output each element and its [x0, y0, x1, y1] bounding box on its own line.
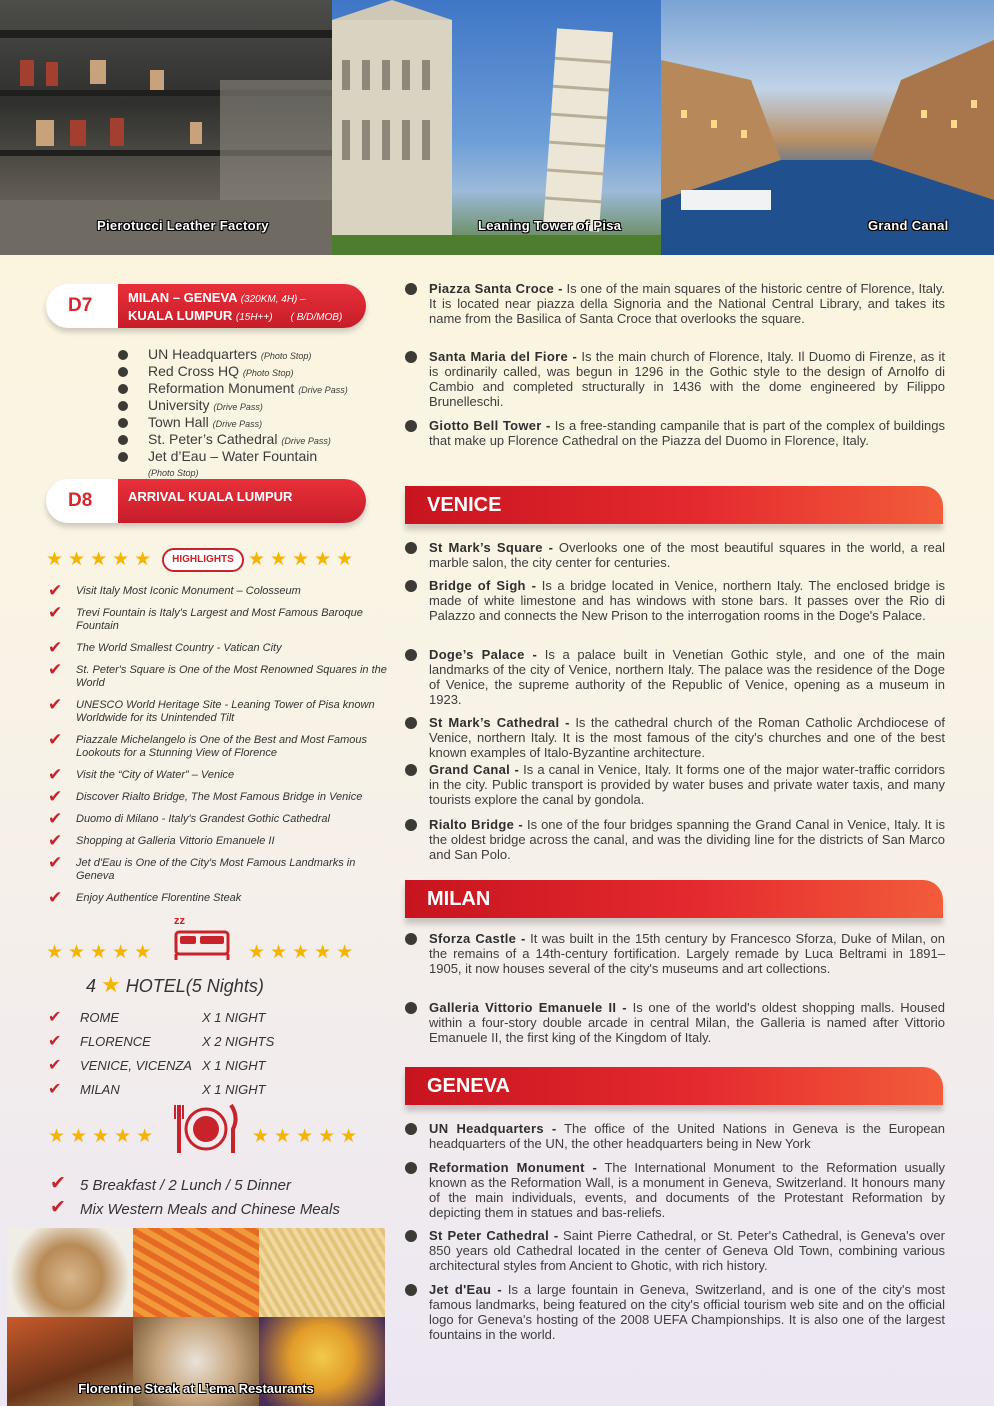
attraction-name: Rialto Bridge -: [429, 817, 524, 832]
attraction-entry: [405, 1000, 945, 1045]
attraction-name: Grand Canal -: [429, 762, 520, 777]
meal-stars-right: ★★★★★: [252, 1126, 363, 1147]
day-number: D7: [68, 295, 93, 316]
list-item: ✔ Duomo di Milano - Italy's Grandest Gothic Cathedral: [48, 813, 388, 826]
attraction-entry: [405, 931, 945, 976]
list-item: ✔ Discover Rialto Bridge, The Most Famous Bridge in Venice: [48, 791, 388, 804]
hotel-city: VENICE, VICENZA: [80, 1057, 192, 1073]
distance-note: (320KM, 4H) –: [240, 294, 306, 305]
list-item: ✔ The World Smallest Country - Vatican City: [48, 642, 388, 655]
attraction-name: Reformation Monument -: [429, 1160, 598, 1175]
stop-note: (Photo Stop): [148, 468, 199, 478]
bullet-icon: [405, 649, 417, 661]
list-item: ✔ St. Peter's Square is One of the Most Renowned Squares in the World: [48, 664, 388, 690]
attraction-desc: Is a large fountain in Geneva, Switzerland, and is one of the city's most famous landmarks, being featured on the city's official tourism web site and on the official logo for Geneva's hosting of the 2008 UEFA Championships. It is also one of the largest fountains in the world.: [429, 1282, 945, 1342]
check-icon: ✔: [48, 1081, 62, 1098]
attraction-entry: [405, 762, 945, 807]
stop-name: Red Cross HQ: [148, 363, 240, 379]
day-8-header: [46, 479, 366, 523]
table-row: [48, 1053, 274, 1077]
attraction-name: Piazza Santa Croce -: [429, 281, 563, 296]
meals-list: [50, 1174, 340, 1222]
bullet-icon: [405, 580, 417, 592]
duration-note: (15H++): [235, 312, 273, 323]
food-photo: [7, 1228, 133, 1317]
photo-caption: Grand Canal: [868, 218, 949, 233]
table-row: [48, 1029, 274, 1053]
highlights-badge: HIGHLIGHTS: [162, 548, 244, 572]
attraction-name: Galleria Vittorio Emanuele II -: [429, 1000, 627, 1015]
bullet-icon: [405, 351, 417, 363]
attraction-name: Bridge of Sigh -: [429, 578, 537, 593]
meal-code: ( B/D/MOB): [290, 312, 343, 323]
day-title: ARRIVAL KUALA LUMPUR: [118, 479, 366, 523]
hotel-nights: X 2 NIGHTS: [202, 1033, 275, 1049]
check-icon: ✔: [48, 1057, 62, 1074]
hotel-label: HOTEL(5 Nights): [125, 976, 264, 996]
attraction-desc: Is a bridge located in Venice, northern Italy. The enclosed bridge is made of white limestone and has windows with stone bars. It passes over the Rio di Palazzo and connects the New Prison to the interrogation rooms in the Doge's Palace.: [429, 578, 946, 623]
attraction-desc: Overlooks one of the most beautiful squares in the world, a real marble salon, the city center for centuries.: [429, 540, 945, 570]
list-item: [118, 415, 348, 432]
bullet-icon: [405, 764, 417, 776]
list-item: ✔ Visit the “City of Water” – Venice: [48, 769, 388, 782]
hotel-stars-left: ★★★★★: [46, 942, 157, 963]
meal-stars-left: ★★★★★: [48, 1126, 159, 1147]
bed-icon: [172, 912, 232, 962]
attraction-name: UN Headquarters -: [429, 1121, 557, 1136]
photo-caption: Pierotucci Leather Factory: [97, 218, 269, 233]
attraction-entry: [405, 715, 945, 760]
table-row: [48, 1077, 274, 1101]
highlights-list: [48, 585, 388, 905]
attraction-name: Giotto Bell Tower -: [429, 418, 551, 433]
attraction-desc: Is the cathedral church of the Roman Catholic Archdiocese of Venice, northern Italy. It is the most famous of the city's churches and one of the best known examples of Italo-Byzantine architecture.: [429, 715, 945, 760]
stop-name: Jet d’Eau – Water Fountain: [148, 448, 318, 464]
hotel-nights: X 1 NIGHT: [202, 1009, 266, 1025]
day-7-header: [46, 284, 366, 328]
bullet-icon: [405, 542, 417, 554]
stop-note: (Drive Pass): [213, 402, 263, 412]
hotel-stars-right: ★★★★★: [248, 942, 359, 963]
list-item: ✔ Enjoy Authentice Florentine Steak: [48, 892, 388, 905]
pisa-tower-photo: [332, 0, 661, 255]
attraction-desc: Is one of the four bridges spanning the Grand Canal in Venice, Italy. It is the oldest bridge across the canal, and was the dividing line for the districts of San Marco and San Polo.: [429, 817, 946, 862]
photo-caption: Leaning Tower of Pisa: [478, 218, 622, 233]
hotel-nights: X 1 NIGHT: [202, 1057, 266, 1073]
attraction-name: Santa Maria del Fiore -: [429, 349, 578, 364]
stop-name: University: [148, 397, 210, 413]
list-item: ✔ Shopping at Galleria Vittorio Emanuele II: [48, 835, 388, 848]
svg-text:zz: zz: [174, 915, 185, 927]
attraction-entry: [405, 1121, 945, 1151]
attraction-desc: Saint Pierre Cathedral, or St. Peter's Cathedral, is Geneva's over 850 years old Cathedral located in the center of Geneva Old Town, combining various architectural styles from Ancient to Ghotic, with rich history.: [429, 1228, 945, 1273]
photo-strip: [0, 0, 994, 255]
stop-note: (Drive Pass): [298, 385, 348, 395]
star-icon: ★: [101, 972, 121, 997]
stop-note: (Photo Stop): [242, 368, 294, 378]
geneva-banner: [405, 1067, 943, 1105]
attraction-name: St Peter Cathedral -: [429, 1228, 559, 1243]
food-photo-collage: [7, 1228, 385, 1406]
attraction-name: Jet d'Eau -: [429, 1282, 503, 1297]
list-item: ✔ Jet d'Eau is One of the City's Most Famous Landmarks in Geneva: [48, 857, 388, 883]
hotel-nights: X 1 NIGHT: [202, 1081, 266, 1097]
attraction-entry: [405, 578, 945, 623]
bullet-icon: [405, 1162, 417, 1174]
list-item: [118, 432, 348, 449]
stop-name: St. Peter’s Cathedral: [148, 431, 278, 447]
bullet-icon: [405, 283, 417, 295]
day-title-line2: KUALA LUMPUR: [128, 308, 233, 323]
list-item: [118, 449, 348, 481]
list-item: ✔ Piazzale Michelangelo is One of the Best and Most Famous Lookouts for a Stunning View of Florence: [48, 734, 388, 760]
stop-name: UN Headquarters: [148, 346, 257, 362]
day-number: D8: [68, 490, 93, 511]
dining-icon: [173, 1103, 239, 1155]
list-item: ✔ UNESCO World Heritage Site - Leaning Tower of Pisa known Worldwide for its Unintended Tilt: [48, 699, 388, 725]
attraction-desc: Is one of the main squares of the historic centre of Florence, Italy. It is located near piazza della Signoria and the National Central Library, and takes its name from the Basilica of Santa Croce that overlooks the square.: [429, 281, 945, 326]
stop-name: Reformation Monument: [148, 380, 295, 396]
section-title: GENEVA: [427, 1075, 510, 1097]
food-photo: [133, 1228, 259, 1317]
hotel-city: FLORENCE: [80, 1033, 151, 1049]
rating-stars-left: ★★★★★: [46, 549, 157, 570]
food-caption: Florentine Steak at L’ema Restaurants: [78, 1381, 314, 1396]
hotel-city: ROME: [80, 1009, 119, 1025]
section-title: MILAN: [427, 888, 491, 910]
attraction-entry: [405, 540, 945, 570]
attraction-entry: [405, 817, 945, 862]
hotel-table: [48, 1005, 274, 1101]
attraction-name: St Mark’s Square -: [429, 540, 554, 555]
day-title-line1: MILAN – GENEVA: [128, 290, 238, 305]
bullet-icon: [405, 1123, 417, 1135]
list-item: [118, 347, 348, 364]
leather-factory-photo: [0, 0, 332, 255]
table-row: [48, 1005, 274, 1029]
list-item: ✔ 5 Breakfast / 2 Lunch / 5 Dinner: [50, 1174, 340, 1198]
attraction-entry: [405, 349, 945, 409]
attraction-entry: [405, 1160, 945, 1220]
grand-canal-photo: [661, 0, 994, 255]
attraction-desc: Is the main church of Florence, Italy. Il Duomo di Firenze, as it is ordinarily called, was begun in 1296 in the Gothic style to the design of Arnolfo di Cambio and completed structurally in 1436 with the dome engineered by Filippo Brunelleschi.: [429, 349, 945, 409]
day-7-stops: [118, 347, 348, 481]
stop-note: (Drive Pass): [281, 436, 331, 446]
bullet-icon: [405, 420, 417, 432]
attraction-desc: Is a palace built in Venetian Gothic style, and one of the main landmarks of the city of Venice, northern Italy. The palace was the residence of the Doge of Venice, the supreme authority of the Republic of Venice, opening as a museum in 1923.: [429, 647, 945, 707]
list-item: ✔ Visit Italy Most Iconic Monument – Colosseum: [48, 585, 388, 598]
list-item: ✔ Mix Western Meals and Chinese Meals: [50, 1198, 340, 1222]
bullet-icon: [405, 1284, 417, 1296]
bullet-icon: [405, 1230, 417, 1242]
list-item: [118, 398, 348, 415]
food-photo: [259, 1228, 385, 1317]
attraction-entry: [405, 647, 945, 707]
hotel-star-count: 4: [86, 976, 97, 996]
attraction-entry: [405, 1282, 945, 1342]
attraction-desc: The International Monument to the Reformation usually known as the Reformation Wall, is a monument in Geneva, Switzerland. It honours many of the main individuals, events, and documents of the Protestant Reformation by depicting them in statues and bas-reliefs.: [429, 1160, 945, 1220]
list-item: [118, 364, 348, 381]
day-title: [118, 284, 366, 328]
hotel-title: [86, 972, 264, 998]
attraction-desc: It was built in the 15th century by Francesco Sforza, Duke of Milan, on the remains of a 14th-century fortification. Largely remade by Luca Beltrami in 1891–1905, it now houses several of the city's museums and art collections.: [429, 931, 945, 976]
check-icon: ✔: [48, 1009, 62, 1026]
attraction-entry: [405, 281, 945, 326]
attraction-name: Doge’s Palace -: [429, 647, 538, 662]
attraction-desc: Is one of the world's oldest shopping malls. Housed within a four-story double arcade in central Milan, the Galleria is named after Vittorio Emanuele II, the first king of the Kingdom of Italy.: [429, 1000, 946, 1045]
attraction-entry: [405, 418, 945, 448]
stop-note: (Photo Stop): [260, 351, 312, 361]
stop-name: Town Hall: [148, 414, 209, 430]
attraction-desc: The office of the United Nations in Geneva is the European headquarters of the UN, the other headquarters being in New York: [429, 1121, 945, 1151]
attraction-desc: Is a free-standing campanile that is part of the complex of buildings that make up Florence Cathedral on the Piazza del Duomo in Florence, Italy.: [429, 418, 945, 448]
bullet-icon: [405, 933, 417, 945]
attraction-name: Sforza Castle -: [429, 931, 526, 946]
check-icon: ✔: [48, 1033, 62, 1050]
list-item: [118, 381, 348, 398]
attraction-name: St Mark’s Cathedral -: [429, 715, 570, 730]
attraction-desc: Is a canal in Venice, Italy. It forms one of the major water-traffic corridors in the city. Public transport is provided by water buses and private water taxis, and many tourists explore the canal by gondola.: [429, 762, 945, 807]
rating-stars-right: ★★★★★: [248, 549, 359, 570]
hotel-city: MILAN: [80, 1081, 120, 1097]
venice-banner: [405, 486, 943, 524]
stop-note: (Drive Pass): [212, 419, 263, 429]
milan-banner: [405, 880, 943, 918]
section-title: VENICE: [427, 494, 502, 516]
bullet-icon: [405, 1002, 417, 1014]
bullet-icon: [405, 717, 417, 729]
attraction-entry: [405, 1228, 945, 1273]
bullet-icon: [405, 819, 417, 831]
list-item: ✔ Trevi Fountain is Italy's Largest and Most Famous Baroque Fountain: [48, 607, 388, 633]
